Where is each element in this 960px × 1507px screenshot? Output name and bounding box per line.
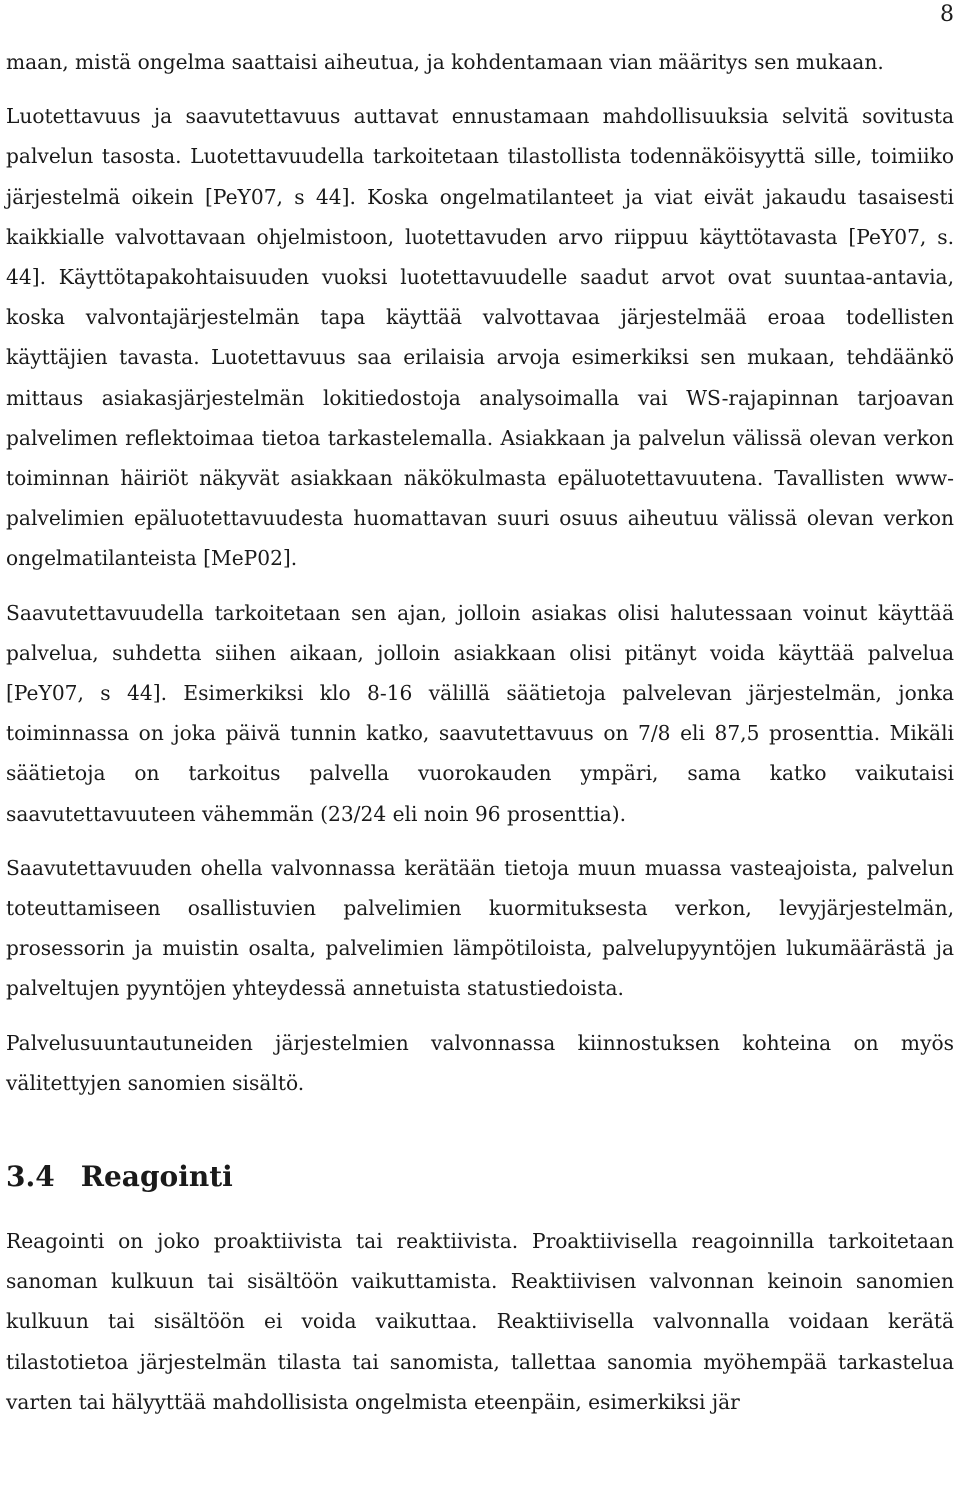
section-title: Reagointi	[80, 1160, 233, 1194]
page-body	[6, 42, 954, 1436]
section-number: 3.4	[6, 1160, 55, 1194]
page-number: 8	[940, 2, 954, 27]
section-heading	[6, 1147, 954, 1207]
paragraph-collected-data: Saavutettavuuden ohella valvonnassa kerätään tietoja muun muassa vasteajoista, palvelun toteuttamiseen osallistuvien palvelimien kuormituksesta verkon, levyjärjestelmän, prosessorin ja muistin osalta, palvelimien lämpötiloista, palvelupyyntöjen lukumäärästä ja palveltujen pyyntöjen yhteydessä annetuista statustiedoista.	[6, 855, 954, 1001]
paragraph-intro-continuation: maan, mistä ongelma saattaisi aiheutua, ja kohdentamaan vian määritys sen mukaan.	[6, 50, 884, 74]
paragraph-reliability: Luotettavuus ja saavutettavuus auttavat ennustamaan mahdollisuuksia selvitä sovitusta palvelun tasosta. Luotettavuudella tarkoitetaan tilastollista todennäköisyyttä sille, toimiiko järjestelmä oikein [PeY07, s 44]. Koska ongelmatilanteet ja viat eivät jakaudu tasaisesti kaikkialle valvottavaan ohjelmistoon, luotettavuden arvo riippuu käyttötavasta [PeY07, s. 44]. Käyttötapakohtaisuuden vuoksi luotettavuudelle saadut arvot ovat suuntaa-antavia, koska valvontajärjestelmän tapa käyttää valvottavaa järjestelmää eroaa todellisten käyttäjien tavasta. Luotettavuus saa erilaisia arvoja esimerkiksi sen mukaan, tehdäänkö mittaus asiakasjärjestelmän lokitiedostoja analysoimalla vai WS-rajapinnan tarjoavan palvelimen reflektoimaa tietoa tarkastelemalla. Asiakkaan ja palvelun välissä olevan verkon toiminnan häiriöt näkyvät asiakkaan näkökulmasta epäluotettavuutena. Tavallisten www-palvelimien epäluotettavuudesta huomattavan suuri osuus aiheutuu välissä olevan verkon ongelmatilanteista [MeP02].	[6, 104, 954, 571]
paragraph-availability: Saavutettavuudella tarkoitetaan sen ajan, jolloin asiakas olisi halutessaan voinut käyttää palvelua, suhdetta siihen aikaan, jolloin asiakkaan olisi pitänyt voida käyttää palvelua [PeY07, s 44]. Esimerkiksi klo 8-16 välillä säätietoja palvelevan järjestelmän, jonka toiminnassa on joka päivä tunnin katko, saavutettavuus on 7/8 eli 87,5 prosenttia. Mikäli säätietoja on tarkoitus palvella vuorokauden ympäri, sama katko vaikutaisi saavutettavuuteen vähemmän (23/24 eli noin 96 prosenttia).	[6, 600, 954, 826]
paragraph-reaction: Reagointi on joko proaktiivista tai reaktiivista. Proaktiivisella reagoinnilla tarkoitetaan sanoman kulkuun tai sisältöön vaikuttamista. Reaktiivisen valvonnan keinoin sanomien kulkuun tai sisältöön ei voida vaikuttaa. Reaktiivisella valvonnalla voidaan kerätä tilastotietoa järjestelmän tilasta tai sanomista, tallettaa sanomia myöhempää tarkastelua varten tai hälyyttää mahdollisista ongelmista eteenpäin, esimerkiksi jär	[6, 1229, 954, 1414]
paragraph-message-content: Palvelusuuntautuneiden järjestelmien valvonnassa kiinnostuksen kohteina on myös välitettyjen sanomien sisältö.	[6, 1030, 954, 1095]
